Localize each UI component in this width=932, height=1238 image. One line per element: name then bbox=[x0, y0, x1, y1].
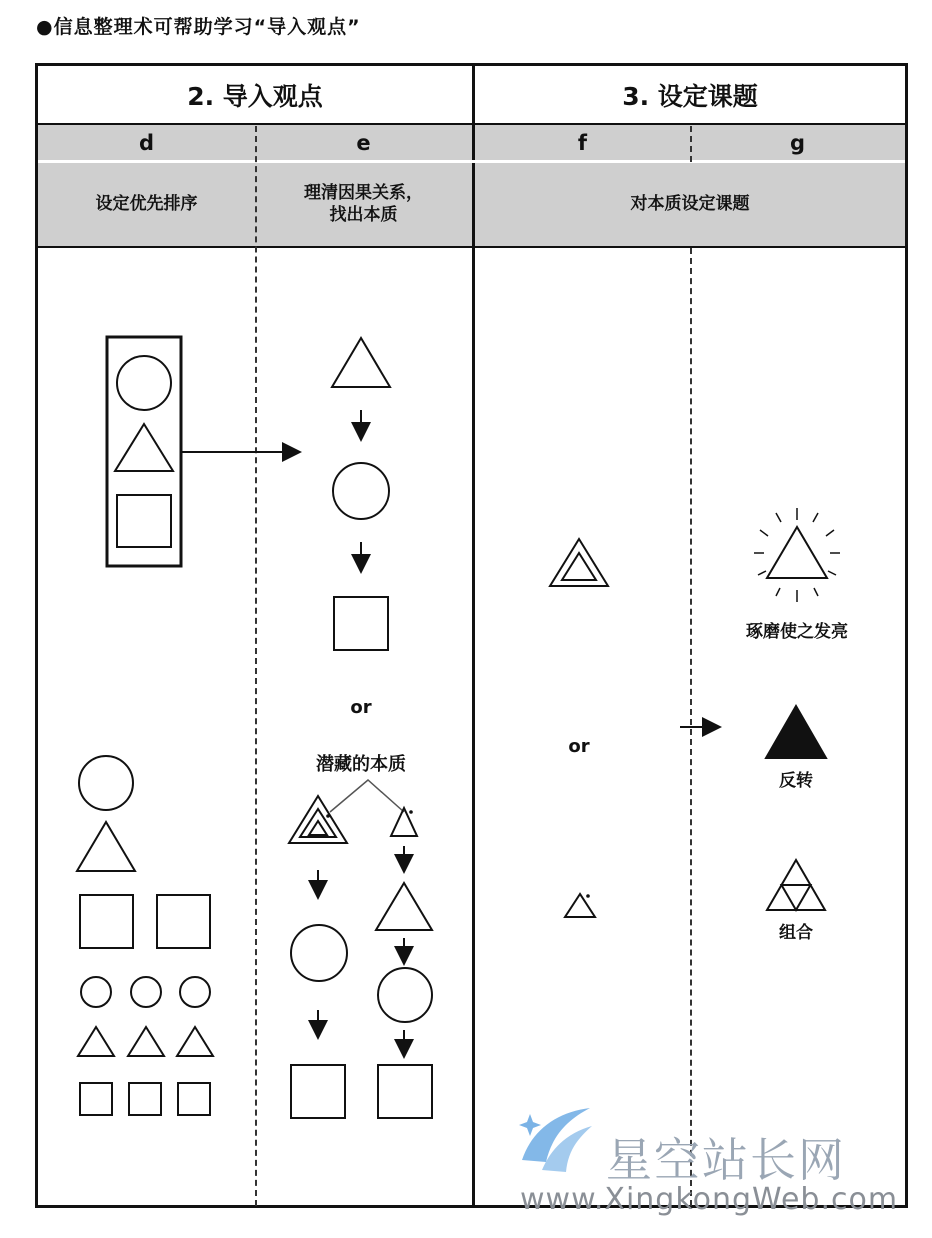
label-reverse: 反转 bbox=[779, 771, 813, 791]
circle-icon bbox=[180, 977, 210, 1007]
triangle-icon bbox=[115, 424, 173, 471]
column-letter-d: d bbox=[138, 131, 155, 155]
sparkle-triangle-icon bbox=[767, 527, 827, 578]
triangle-icon bbox=[391, 808, 417, 836]
circle-icon bbox=[79, 756, 133, 810]
triangle-icon bbox=[376, 883, 432, 930]
square-icon bbox=[80, 895, 133, 948]
square-icon bbox=[129, 1083, 161, 1115]
nested-triangle-icon bbox=[550, 539, 608, 586]
square-icon bbox=[178, 1083, 210, 1115]
circle-icon bbox=[131, 977, 161, 1007]
label-or-e: or bbox=[350, 697, 372, 718]
filled-triangle-icon bbox=[766, 706, 826, 758]
circle-icon bbox=[333, 463, 389, 519]
figure-caption: ●信息整理术可帮助学习“导入观点” bbox=[36, 16, 361, 38]
sparkle-rays bbox=[754, 508, 840, 602]
label-combine: 组合 bbox=[779, 923, 813, 943]
triangle-icon bbox=[78, 1027, 114, 1056]
label-polish: 琢磨使之发亮 bbox=[746, 622, 848, 642]
square-icon bbox=[117, 495, 171, 547]
column-desc-e-line2: 找出本质 bbox=[329, 204, 398, 225]
square-icon bbox=[157, 895, 210, 948]
watermark-url: www.XingkongWeb.com bbox=[520, 1182, 899, 1217]
label-hidden-essence: 潜藏的本质 bbox=[316, 754, 406, 775]
circle-icon bbox=[291, 925, 347, 981]
triangle-icon bbox=[177, 1027, 213, 1056]
square-icon bbox=[80, 1083, 112, 1115]
column-letter-e: e bbox=[356, 131, 371, 155]
triangle-icon bbox=[128, 1027, 164, 1056]
square-icon bbox=[378, 1065, 432, 1118]
triangle-icon bbox=[565, 894, 595, 917]
column-letter-f: f bbox=[577, 131, 588, 155]
circle-icon bbox=[378, 968, 432, 1022]
column-letter-g: g bbox=[789, 131, 806, 155]
triangle-icon bbox=[77, 822, 135, 871]
section-title-set-topic: 3. 设定课题 bbox=[622, 81, 758, 111]
column-desc-fg: 对本质设定课题 bbox=[630, 193, 750, 214]
circle-icon bbox=[117, 356, 171, 410]
section-title-import-viewpoint: 2. 导入观点 bbox=[187, 81, 323, 111]
column-desc-d: 设定优先排序 bbox=[95, 193, 198, 214]
square-icon bbox=[291, 1065, 345, 1118]
watermark-logo bbox=[512, 1100, 596, 1180]
priority-box bbox=[107, 337, 181, 566]
circle-icon bbox=[81, 977, 111, 1007]
column-desc-e-line1: 理清因果关系， bbox=[304, 183, 423, 204]
triangle-icon bbox=[332, 338, 390, 387]
square-icon bbox=[334, 597, 388, 650]
label-or-f: or bbox=[568, 736, 590, 757]
watermark-name: 星空站长网 bbox=[606, 1133, 846, 1187]
